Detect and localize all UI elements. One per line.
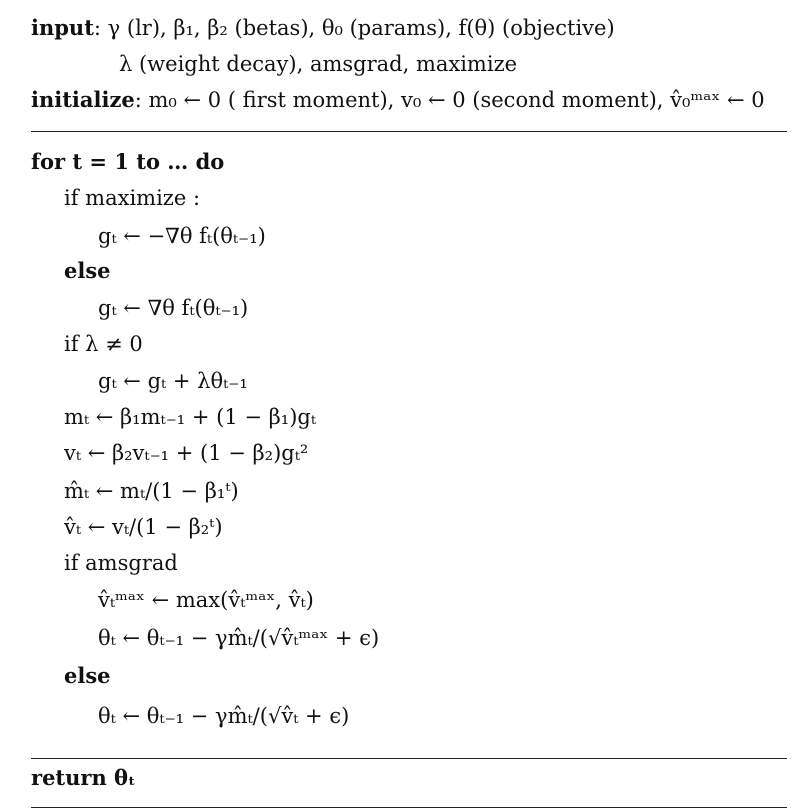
bias-corrected-first-moment-line: m̂ₜ ← mₜ/(1 − β₁ᵗ) <box>64 479 239 503</box>
else-line-1: else <box>64 258 111 283</box>
theta-update-line: θₜ ← θₜ₋₁ − γm̂ₜ/(√v̂ₜ + ϵ) <box>98 704 350 728</box>
return-line: return θₜ <box>31 765 136 790</box>
if-weight-decay-line: if λ ≠ 0 <box>64 332 143 356</box>
for-loop-line: for t = 1 to … do <box>31 149 225 174</box>
gradient-negated-line: gₜ ← −∇θ fₜ(θₜ₋₁) <box>98 224 266 248</box>
input-options: λ (weight decay), amsgrad, maximize <box>119 52 518 76</box>
input-line-1 <box>31 14 615 42</box>
gradient-line: gₜ ← ∇θ fₜ(θₜ₋₁) <box>98 296 249 320</box>
body-divider <box>31 758 787 759</box>
else-line-2: else <box>64 663 111 688</box>
input-line-2 <box>119 50 517 78</box>
if-maximize-line: if maximize : <box>64 186 201 210</box>
input-params: : γ (lr), β₁, β₂ (betas), θ₀ (params), f(θ) (objective) <box>93 16 615 40</box>
footer-divider <box>31 807 787 808</box>
bias-corrected-second-moment-line: v̂ₜ ← vₜ/(1 − β₂ᵗ) <box>64 515 223 539</box>
first-moment-update-line: mₜ ← β₁mₜ₋₁ + (1 − β₁)gₜ <box>64 405 317 429</box>
initialize-keyword: initialize <box>31 87 135 112</box>
header-divider <box>31 131 787 132</box>
theta-amsgrad-update-line: θₜ ← θₜ₋₁ − γm̂ₜ/(√v̂ₜᵐᵃˣ + ϵ) <box>98 626 380 650</box>
input-keyword: input <box>31 15 94 40</box>
if-amsgrad-line: if amsgrad <box>64 551 178 575</box>
initialize-line <box>31 86 765 114</box>
gradient-weight-decay-line: gₜ ← gₜ + λθₜ₋₁ <box>98 369 248 393</box>
initialize-values: : m₀ ← 0 ( first moment), v₀ ← 0 (second moment), v̂₀ᵐᵃˣ ← 0 <box>134 88 765 112</box>
vmax-update-line: v̂ₜᵐᵃˣ ← max(v̂ₜᵐᵃˣ, v̂ₜ) <box>98 588 314 612</box>
second-moment-update-line: vₜ ← β₂vₜ₋₁ + (1 − β₂)gₜ² <box>64 441 309 465</box>
